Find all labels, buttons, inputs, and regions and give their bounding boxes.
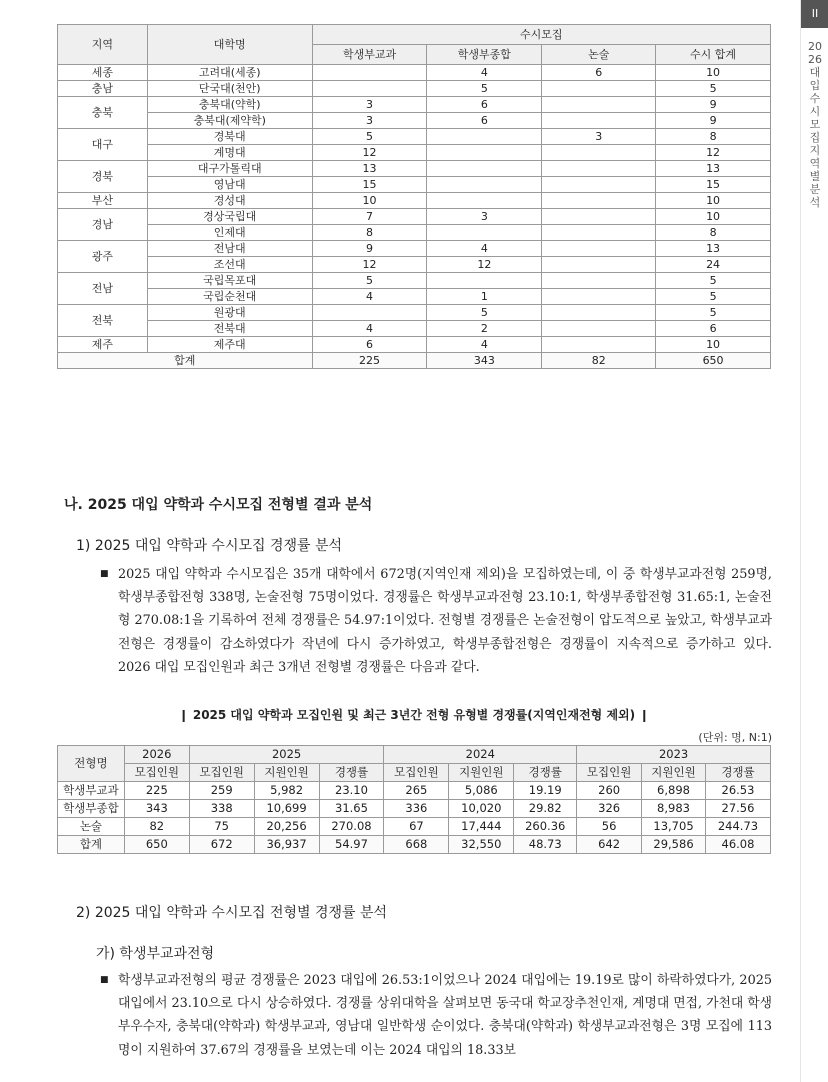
- value-cell: 5: [312, 273, 427, 289]
- table-row: [58, 65, 771, 81]
- value-cell: 260: [577, 782, 642, 800]
- subsection-heading-2a: 가) 학생부교과전형: [96, 946, 215, 962]
- total-value: 668: [384, 836, 449, 854]
- value-cell: [427, 193, 542, 209]
- type-cell: 논술: [58, 818, 125, 836]
- table-row: [58, 113, 771, 129]
- university-cell: 경북대: [147, 129, 312, 145]
- university-cell: 조선대: [147, 257, 312, 273]
- region-cell: 충북: [58, 97, 148, 129]
- value-cell: [542, 337, 656, 353]
- value-cell: [427, 145, 542, 161]
- paragraph-2: [100, 969, 772, 1062]
- value-cell: 13: [656, 161, 771, 177]
- value-cell: 5: [656, 289, 771, 305]
- university-cell: 단국대(천안): [147, 81, 312, 97]
- value-cell: [542, 193, 656, 209]
- value-cell: 5,086: [449, 782, 514, 800]
- value-cell: 6,898: [642, 782, 706, 800]
- value-cell: 10,699: [254, 800, 319, 818]
- section-heading: 나. 2025 대입 약학과 수시모집 전형별 결과 분석: [64, 497, 373, 513]
- value-cell: 336: [384, 800, 449, 818]
- total-value: 46.08: [705, 836, 770, 854]
- total-value: 650: [124, 836, 189, 854]
- header-recruit: 모집인원: [577, 764, 642, 782]
- total-value: 29,586: [642, 836, 706, 854]
- region-cell: 경남: [58, 209, 148, 241]
- table-row: [58, 81, 771, 97]
- value-cell: 13: [656, 241, 771, 257]
- value-cell: 270.08: [319, 818, 384, 836]
- value-cell: 10: [656, 209, 771, 225]
- subsection-heading-2: 2) 2025 대입 약학과 수시모집 전형별 경쟁률 분석: [76, 905, 388, 921]
- university-cell: 대구가톨릭대: [147, 161, 312, 177]
- university-cell: 고려대(세종): [147, 65, 312, 81]
- value-cell: 10,020: [449, 800, 514, 818]
- university-cell: 국립목포대: [147, 273, 312, 289]
- table-row: [58, 818, 771, 836]
- total-value: 225: [312, 353, 427, 369]
- chapter-sidebar: [800, 0, 828, 1082]
- header-applicants: 지원인원: [254, 764, 319, 782]
- header-ratio: 경쟁률: [514, 764, 577, 782]
- value-cell: 9: [656, 97, 771, 113]
- value-cell: 260.36: [514, 818, 577, 836]
- total-value: 672: [189, 836, 254, 854]
- total-value: 36,937: [254, 836, 319, 854]
- university-cell: 제주대: [147, 337, 312, 353]
- chapter-vertical-title: 2026 대입 수시모집 지역별 분석: [808, 40, 822, 209]
- region-cell: 세종: [58, 65, 148, 81]
- header-recruit: 모집인원: [124, 764, 189, 782]
- value-cell: 3: [312, 113, 427, 129]
- value-cell: 9: [656, 113, 771, 129]
- value-cell: [542, 145, 656, 161]
- university-cell: 경상국립대: [147, 209, 312, 225]
- value-cell: 3: [312, 97, 427, 113]
- bullet-icon: ■: [100, 975, 109, 985]
- total-value: 642: [577, 836, 642, 854]
- value-cell: [542, 257, 656, 273]
- table-row: [58, 321, 771, 337]
- table-row: [58, 273, 771, 289]
- region-cell: 광주: [58, 241, 148, 273]
- total-label: 합계: [58, 836, 125, 854]
- header-university: 대학명: [147, 25, 312, 65]
- value-cell: [542, 161, 656, 177]
- value-cell: 26.53: [705, 782, 770, 800]
- region-cell: 경북: [58, 161, 148, 193]
- university-cell: 충북대(약학): [147, 97, 312, 113]
- header-region: 지역: [58, 25, 148, 65]
- value-cell: 5: [656, 305, 771, 321]
- value-cell: 12: [312, 145, 427, 161]
- total-value: 343: [427, 353, 542, 369]
- total-value: 32,550: [449, 836, 514, 854]
- total-value: 48.73: [514, 836, 577, 854]
- value-cell: 13,705: [642, 818, 706, 836]
- table-row: [58, 257, 771, 273]
- value-cell: 15: [312, 177, 427, 193]
- table-row: [58, 289, 771, 305]
- value-cell: 4: [427, 241, 542, 257]
- university-cell: 계명대: [147, 145, 312, 161]
- total-value: 54.97: [319, 836, 384, 854]
- value-cell: [542, 97, 656, 113]
- total-value: 650: [656, 353, 771, 369]
- value-cell: 19.19: [514, 782, 577, 800]
- table-row: [58, 337, 771, 353]
- chapter-tab[interactable]: II: [801, 0, 828, 28]
- total-value: 82: [542, 353, 656, 369]
- value-cell: 225: [124, 782, 189, 800]
- header-ratio: 경쟁률: [319, 764, 384, 782]
- value-cell: 4: [312, 321, 427, 337]
- header-susi: 수시모집: [312, 25, 770, 45]
- header-year-2026: 2026: [124, 746, 189, 764]
- value-cell: [427, 273, 542, 289]
- university-cell: 영남대: [147, 177, 312, 193]
- value-cell: [312, 65, 427, 81]
- value-cell: 15: [656, 177, 771, 193]
- type-cell: 학생부종합: [58, 800, 125, 818]
- value-cell: 326: [577, 800, 642, 818]
- value-cell: 3: [427, 209, 542, 225]
- value-cell: [427, 129, 542, 145]
- table-row: [58, 161, 771, 177]
- value-cell: 5: [656, 273, 771, 289]
- university-cell: 원광대: [147, 305, 312, 321]
- university-cell: 경성대: [147, 193, 312, 209]
- value-cell: 67: [384, 818, 449, 836]
- value-cell: [312, 81, 427, 97]
- region-cell: 제주: [58, 337, 148, 353]
- value-cell: 6: [542, 65, 656, 81]
- value-cell: 5: [427, 305, 542, 321]
- value-cell: [542, 113, 656, 129]
- value-cell: 7: [312, 209, 427, 225]
- value-cell: [542, 241, 656, 257]
- header-ratio: 경쟁률: [705, 764, 770, 782]
- paragraph-2-text: 학생부교과전형의 평균 경쟁률은 2023 대입에 26.53:1이었으나 2024 대입에는 19.19로 많이 하락하였다가, 2025 대입에서 23.10으로 다시 상승하였다. 경쟁률 상위대학을 살펴보면 동국대 학교장추천인재, 계명대 면접, 가천대 학생부우수자, 충북대(약학과) 학생부교과, 영남대 일반학생 순이었다. 충북대(약학과) 학생부교과전형은 3명 모집에 113명이 지원하여 37.67의 경쟁률을 보였는데 이는 2024 대입의 18.33보: [118, 973, 772, 1058]
- value-cell: [427, 225, 542, 241]
- value-cell: 343: [124, 800, 189, 818]
- value-cell: 265: [384, 782, 449, 800]
- table-row: [58, 241, 771, 257]
- university-cell: 충북대(제약학): [147, 113, 312, 129]
- value-cell: 56: [577, 818, 642, 836]
- value-cell: 20,256: [254, 818, 319, 836]
- value-cell: 82: [124, 818, 189, 836]
- header-applicants: 지원인원: [642, 764, 706, 782]
- value-cell: 75: [189, 818, 254, 836]
- value-cell: 31.65: [319, 800, 384, 818]
- table-row: [58, 800, 771, 818]
- paragraph-1: [100, 563, 772, 679]
- value-cell: 12: [656, 145, 771, 161]
- value-cell: [312, 305, 427, 321]
- value-cell: 1: [427, 289, 542, 305]
- header-jonghap: 학생부종합: [427, 45, 542, 65]
- value-cell: 3: [542, 129, 656, 145]
- competition-table: [57, 745, 771, 854]
- value-cell: [542, 177, 656, 193]
- value-cell: [542, 225, 656, 241]
- header-year-2025: 2025: [189, 746, 384, 764]
- value-cell: 259: [189, 782, 254, 800]
- university-cell: 전북대: [147, 321, 312, 337]
- university-cell: 인제대: [147, 225, 312, 241]
- table-unit: (단위: 명, N:1): [698, 731, 772, 744]
- value-cell: 8: [656, 225, 771, 241]
- table-total-row: [58, 353, 771, 369]
- value-cell: 29.82: [514, 800, 577, 818]
- table-caption: ❙ 2025 대입 약학과 모집인원 및 최근 3년간 전형 유형별 경쟁률(지역인재전형 제외) ❙: [178, 708, 650, 722]
- value-cell: 12: [427, 257, 542, 273]
- value-cell: 5: [427, 81, 542, 97]
- value-cell: 10: [656, 337, 771, 353]
- value-cell: 27.56: [705, 800, 770, 818]
- bullet-icon: ■: [100, 569, 109, 579]
- value-cell: 338: [189, 800, 254, 818]
- header-applicants: 지원인원: [449, 764, 514, 782]
- value-cell: 244.73: [705, 818, 770, 836]
- region-cell: 전남: [58, 273, 148, 305]
- header-type: 전형명: [58, 746, 125, 782]
- value-cell: 8,983: [642, 800, 706, 818]
- value-cell: [542, 305, 656, 321]
- value-cell: 10: [656, 65, 771, 81]
- table-row: [58, 305, 771, 321]
- value-cell: [542, 321, 656, 337]
- university-cell: 전남대: [147, 241, 312, 257]
- value-cell: 6: [427, 97, 542, 113]
- value-cell: 2: [427, 321, 542, 337]
- value-cell: 8: [312, 225, 427, 241]
- value-cell: 10: [656, 193, 771, 209]
- susi-university-table: [57, 24, 771, 369]
- value-cell: [542, 289, 656, 305]
- value-cell: 9: [312, 241, 427, 257]
- value-cell: 10: [312, 193, 427, 209]
- value-cell: [542, 209, 656, 225]
- value-cell: 5: [656, 81, 771, 97]
- header-gyogwa: 학생부교과: [312, 45, 427, 65]
- value-cell: 6: [656, 321, 771, 337]
- header-year-2023: 2023: [577, 746, 771, 764]
- value-cell: [427, 161, 542, 177]
- table-total-row: [58, 836, 771, 854]
- value-cell: 4: [312, 289, 427, 305]
- header-recruit: 모집인원: [189, 764, 254, 782]
- paragraph-1-text: 2025 대입 약학과 수시모집은 35개 대학에서 672명(지역인재 제외)을 모집하였는데, 이 중 학생부교과전형 259명, 학생부종합전형 338명, 논술전형 75명이었다. 경쟁률은 학생부교과전형 23.10:1, 학생부종합전형 31.65:1, 논술전형 270.08:1을 기록하여 전체 경쟁률은 54.97:1이었다. 전형별 경쟁률은 논술전형이 압도적으로 높았고, 학생부교과전형은 경쟁률이 감소하였다가 작년에 다시 증가하였고, 학생부종합전형은 경쟁률이 지속적으로 증가하고 있다. 2026 대입 모집인원과 최근 3개년 전형별 경쟁률은 다음과 같다.: [118, 567, 772, 675]
- table-row: [58, 209, 771, 225]
- header-nonsul: 논술: [542, 45, 656, 65]
- value-cell: 4: [427, 65, 542, 81]
- header-recruit: 모집인원: [384, 764, 449, 782]
- table-row: [58, 177, 771, 193]
- value-cell: [542, 81, 656, 97]
- table-row: [58, 193, 771, 209]
- value-cell: [427, 177, 542, 193]
- value-cell: 23.10: [319, 782, 384, 800]
- value-cell: 4: [427, 337, 542, 353]
- table-row: [58, 97, 771, 113]
- region-cell: 대구: [58, 129, 148, 161]
- header-total: 수시 합계: [656, 45, 771, 65]
- value-cell: 5: [312, 129, 427, 145]
- type-cell: 학생부교과: [58, 782, 125, 800]
- table-row: [58, 129, 771, 145]
- university-cell: 국립순천대: [147, 289, 312, 305]
- table-row: [58, 782, 771, 800]
- value-cell: 12: [312, 257, 427, 273]
- table-row: [58, 145, 771, 161]
- table-row: [58, 225, 771, 241]
- value-cell: 13: [312, 161, 427, 177]
- header-year-2024: 2024: [384, 746, 577, 764]
- region-cell: 부산: [58, 193, 148, 209]
- subsection-heading-1: 1) 2025 대입 약학과 수시모집 경쟁률 분석: [76, 538, 343, 554]
- value-cell: 24: [656, 257, 771, 273]
- value-cell: 17,444: [449, 818, 514, 836]
- value-cell: [542, 273, 656, 289]
- value-cell: 6: [312, 337, 427, 353]
- region-cell: 충남: [58, 81, 148, 97]
- region-cell: 전북: [58, 305, 148, 337]
- value-cell: 8: [656, 129, 771, 145]
- value-cell: 5,982: [254, 782, 319, 800]
- value-cell: 6: [427, 113, 542, 129]
- total-label: 합계: [58, 353, 313, 369]
